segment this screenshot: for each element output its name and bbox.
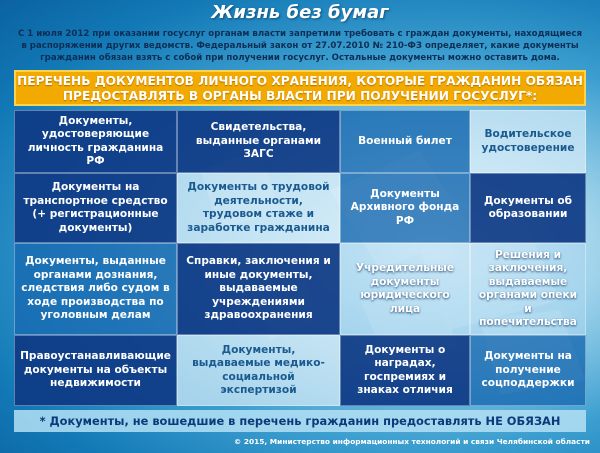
- document-cell: Документы о трудовой деятельности, трудовом стаже и заработке гражданина: [177, 173, 340, 243]
- documents-grid: [14, 110, 586, 406]
- document-cell: Военный билет: [340, 110, 470, 173]
- footnote-emphasis: НЕ ОБЯЗАН: [485, 414, 561, 428]
- intro-text: С 1 июля 2012 при оказании госуслуг органам власти запретили требовать с граждан документы, находящиеся в распоряжении других ведомств. Федеральный закон от 27.07.2010 № 210-ФЗ определяет, какие документы гражданин обязан взять с собой при получении госуслуг. Остальные документы можно оставить дома.: [17, 29, 582, 63]
- document-cell: Документы на получение соцподдержки: [470, 335, 586, 406]
- document-cell: Решения и заключения, выдаваемые органами опеки и попечительства: [470, 243, 586, 335]
- list-banner: [14, 70, 586, 106]
- document-cell: Документы о наградах, госпремиях и знаках отличия: [340, 335, 470, 406]
- document-cell: Водительское удостоверение: [470, 110, 586, 173]
- banner-line-2: ПРЕДОСТАВЛЯТЬ В ОРГАНЫ ВЛАСТИ ПРИ ПОЛУЧЕНИИ ГОСУСЛУГ*:: [62, 89, 538, 103]
- banner-line-1: ПЕРЕЧЕНЬ ДОКУМЕНТОВ ЛИЧНОГО ХРАНЕНИЯ, КОТОРЫЕ ГРАЖДАНИН ОБЯЗАН: [17, 74, 583, 88]
- document-cell: Правоустанавливающие документы на объекты недвижимости: [14, 335, 177, 406]
- document-cell: Документы Архивного фонда РФ: [340, 173, 470, 243]
- page-title: Жизнь без бумаг: [211, 2, 389, 23]
- copyright: © 2015, Министерство информационных технологий и связи Челябинской области: [233, 437, 590, 446]
- footnote: [14, 410, 586, 432]
- document-cell: Справки, заключения и иные документы, выдаваемые учреждениями здравоохранения: [177, 243, 340, 335]
- document-cell: Документы, выдаваемые медико-социальной экспертизой: [177, 335, 340, 406]
- document-cell: Свидетельства, выданные органами ЗАГС: [177, 110, 340, 173]
- document-cell: Документы об образовании: [470, 173, 586, 243]
- document-cell: Учредительные документы юридического лица: [340, 243, 470, 335]
- footnote-text: * Документы, не вошедшие в перечень гражданин предоставлять: [39, 414, 482, 428]
- document-cell: Документы на транспортное средство (+ регистрационные документы): [14, 173, 177, 243]
- document-cell: Документы, удостоверяющие личность гражданина РФ: [14, 110, 177, 173]
- document-cell: Документы, выданные органами дознания, следствия либо судом в ходе производства по уголовным делам: [14, 243, 177, 335]
